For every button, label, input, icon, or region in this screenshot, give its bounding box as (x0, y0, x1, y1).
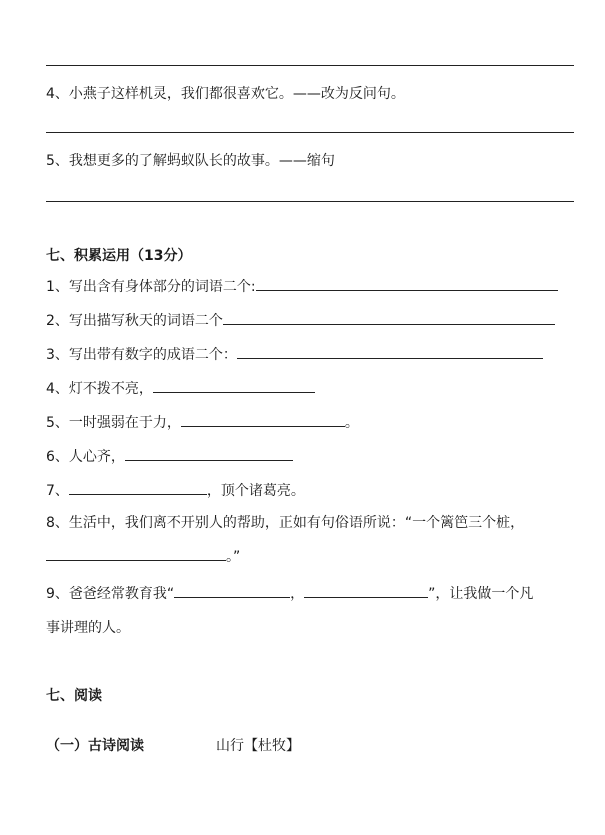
item-4-text: 4、灯不拨不亮， (46, 381, 153, 397)
item-9-comma: ， (290, 586, 305, 602)
item-6-blank[interactable] (125, 446, 293, 461)
item-5-blank[interactable] (181, 412, 345, 427)
item-5-text: 5、一时强弱在于力， (46, 415, 181, 431)
item-1 (46, 276, 558, 297)
item-3-text: 3、写出带有数字的成语二个： (46, 347, 237, 363)
answer-line-q5 (46, 201, 574, 202)
item-9-text: 9、爸爸经常教育我“ (46, 586, 175, 602)
item-6-text: 6、人心齐， (46, 449, 125, 465)
item-8-line-1: 8、生活中，我们离不开别人的帮助，正如有句俗语所说：“一个篱笆三个桩， (46, 515, 525, 531)
item-8-end: 。” (226, 549, 241, 565)
question-4: 4、小燕子这样机灵，我们都很喜欢它。——改为反问句。 (46, 86, 405, 102)
item-5-end: 。 (344, 415, 359, 431)
poem-title: 山行【杜牧】 (216, 738, 300, 754)
item-2-text: 2、写出描写秋天的词语二个 (46, 313, 223, 329)
item-5 (46, 412, 359, 433)
question-5: 5、我想更多的了解蚂蚁队长的故事。——缩句 (46, 153, 335, 169)
item-1-blank[interactable] (256, 276, 558, 291)
item-9-line-1 (46, 583, 533, 604)
item-8-blank[interactable] (46, 546, 226, 561)
item-9-blank-1[interactable] (174, 583, 290, 598)
item-1-text: 1、写出含有身体部分的词语二个: (46, 279, 256, 295)
item-7 (46, 480, 305, 501)
item-7-text: 7、 (46, 483, 69, 499)
item-2-blank[interactable] (223, 310, 555, 325)
item-7-end: ，顶个诸葛亮。 (206, 483, 305, 499)
item-9-blank-2[interactable] (304, 583, 428, 598)
item-4-blank[interactable] (153, 378, 315, 393)
item-8-line-2 (46, 546, 240, 567)
item-3-blank[interactable] (237, 344, 543, 359)
answer-line-q4 (46, 132, 574, 133)
item-3 (46, 344, 543, 365)
subsection-title-poem: （一）古诗阅读 (46, 738, 144, 754)
section-title-reading: 七、阅读 (46, 688, 102, 704)
item-9-end: ”，让我做一个凡 (428, 586, 534, 602)
section-title-accumulation: 七、积累运用（13分） (46, 248, 192, 264)
item-4 (46, 378, 315, 399)
item-6 (46, 446, 293, 467)
answer-line-q3 (46, 65, 574, 66)
item-9-line-2: 事讲理的人。 (46, 620, 130, 636)
item-7-blank[interactable] (69, 480, 207, 495)
item-2 (46, 310, 555, 331)
